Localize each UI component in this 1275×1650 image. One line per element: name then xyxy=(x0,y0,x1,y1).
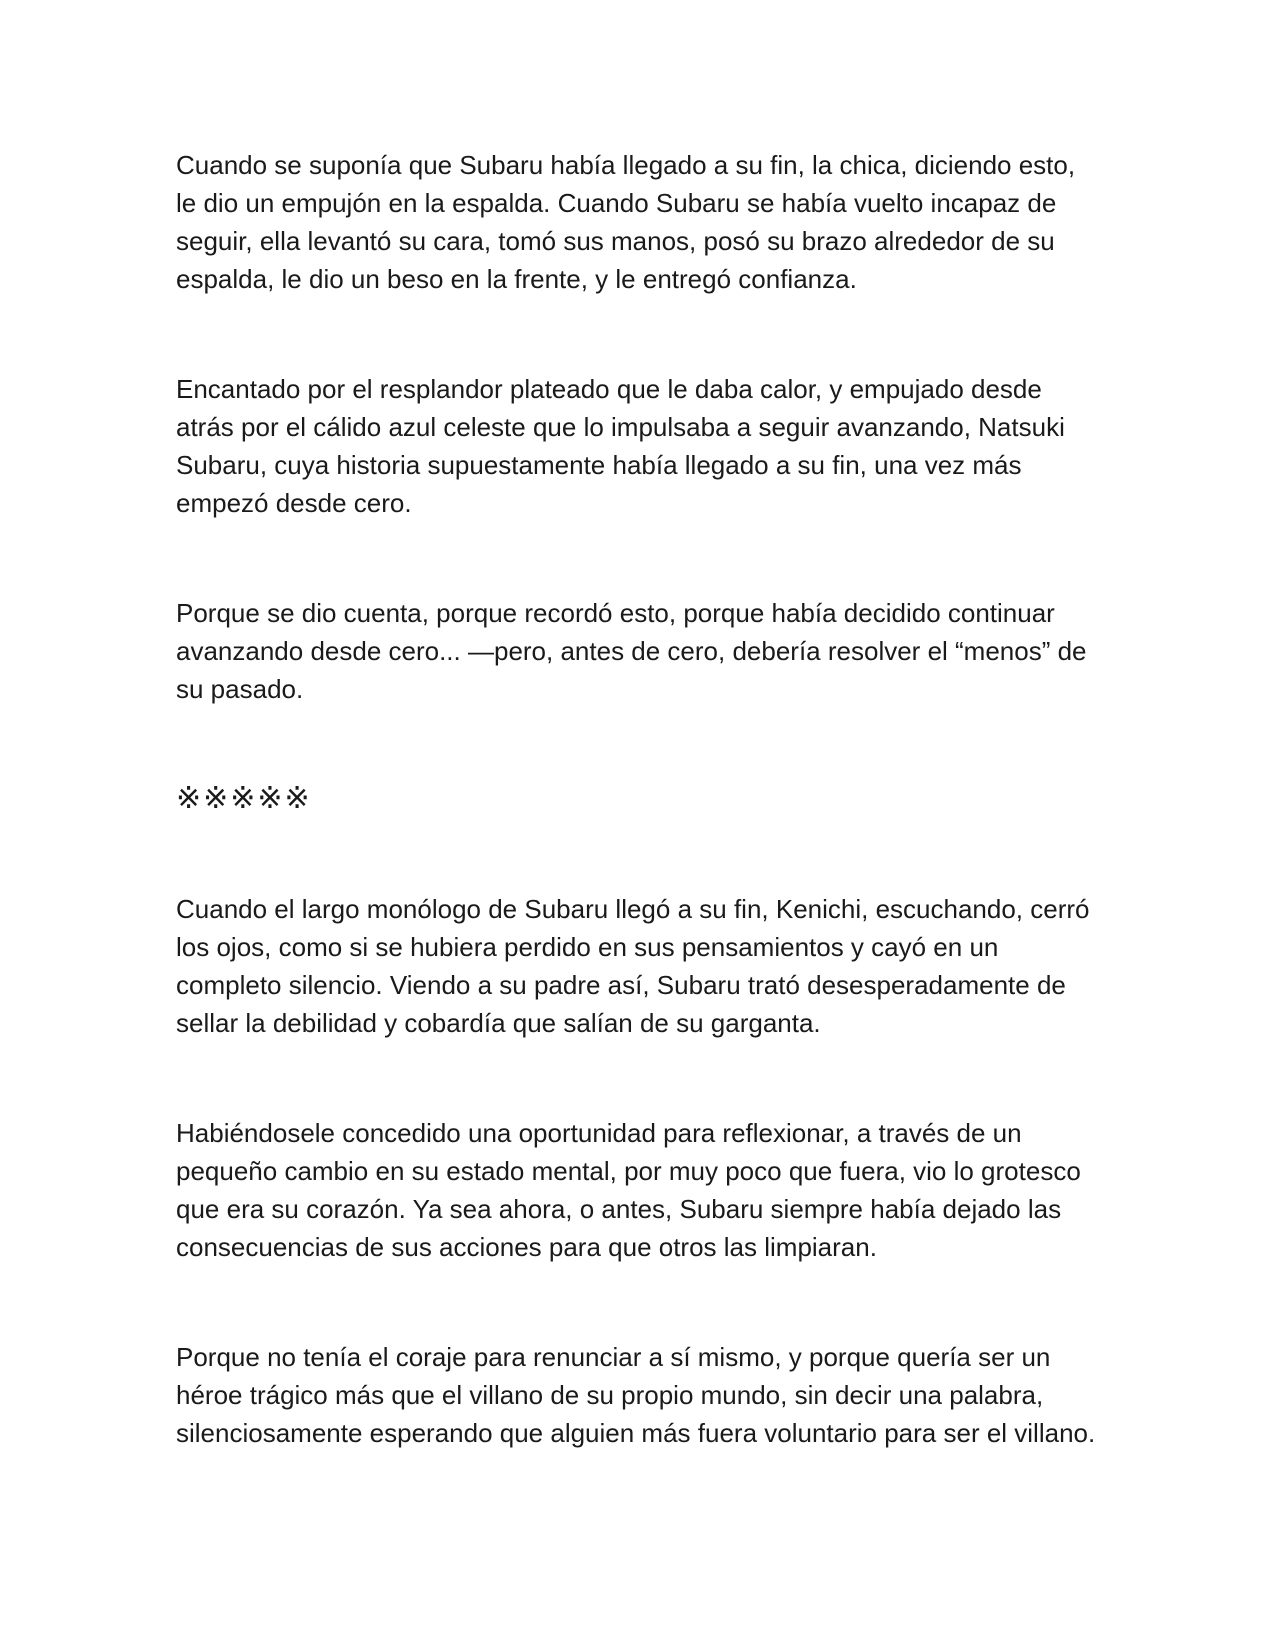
paragraph-4: Cuando el largo monólogo de Subaru llegó a su fin, Kenichi, escuchando, cerró los ojos, como si se hubiera perdido en sus pensamientos y cayó en un completo silencio. Viendo a su padre así, Subaru trató desesperadamente de sellar la debilidad y cobardía que salían de su garganta. xyxy=(176,894,1090,1038)
paragraph-1: Cuando se suponía que Subaru había llegado a su fin, la chica, diciendo esto, le dio un empujón en la espalda. Cuando Subaru se había vuelto incapaz de seguir, ella levantó su cara, tomó sus manos, posó su brazo alrededor de su espalda, le dio un beso en la frente, y le entregó confianza. xyxy=(176,150,1076,294)
paragraph-6: Porque no tenía el coraje para renunciar a sí mismo, y porque quería ser un héroe trágico más que el villano de su propio mundo, sin decir una palabra, silenciosamente esperando que alguien más fuera voluntario para ser el villano. xyxy=(176,1342,1096,1448)
document-body xyxy=(176,146,1096,1452)
paragraph-5: Habiéndosele concedido una oportunidad para reflexionar, a través de un pequeño cambio en su estado mental, por muy poco que fuera, vio lo grotesco que era su corazón. Ya sea ahora, o antes, Subaru siempre había dejado las consecuencias de sus acciones para que otros las limpiaran. xyxy=(176,1118,1081,1262)
paragraph-3: Porque se dio cuenta, porque recordó esto, porque había decidido continuar avanzando desde cero... —pero, antes de cero, debería resolver el “menos” de su pasado. xyxy=(176,598,1087,704)
scene-separator: ※※※※※ xyxy=(176,781,312,816)
paragraph-2: Encantado por el resplandor plateado que le daba calor, y empujado desde atrás por el cálido azul celeste que lo impulsaba a seguir avanzando, Natsuki Subaru, cuya historia supuestamente había llegado a su fin, una vez más empezó desde cero. xyxy=(176,374,1065,518)
